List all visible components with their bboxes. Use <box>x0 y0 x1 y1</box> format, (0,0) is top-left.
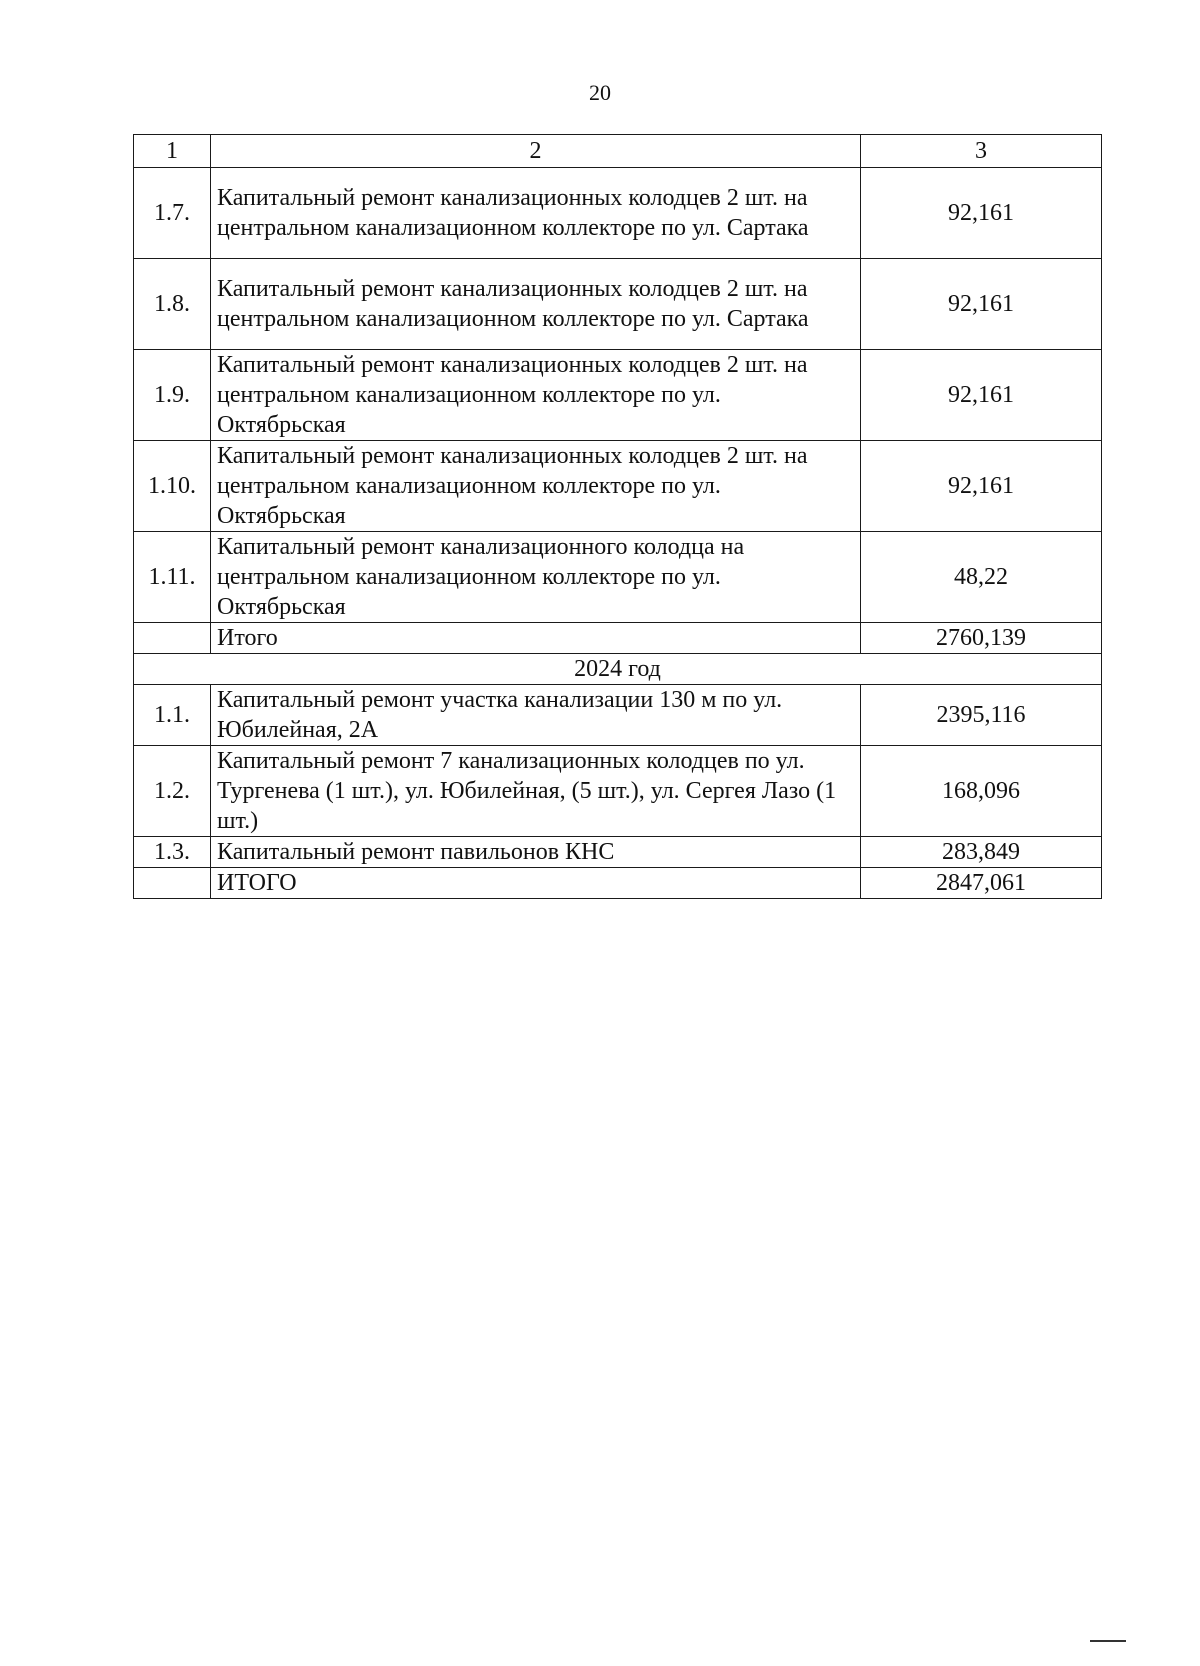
subtotal-label: Итого <box>211 623 861 654</box>
table-row <box>134 168 1102 259</box>
total-value: 2847,061 <box>861 868 1102 899</box>
row-description: Капитальный ремонт павильонов КНС <box>211 837 861 868</box>
row-number: 1.10. <box>134 441 211 532</box>
row-number: 1.8. <box>134 259 211 350</box>
row-description: Капитальный ремонт канализационных колодцев 2 шт. на центральном канализационном коллекторе по ул. Сартака <box>211 168 861 259</box>
table-row <box>134 837 1102 868</box>
year-heading-row <box>134 654 1102 685</box>
row-value: 2395,116 <box>861 685 1102 746</box>
table-header-row <box>134 135 1102 168</box>
row-description: Капитальный ремонт 7 канализационных колодцев по ул. Тургенева (1 шт.), ул. Юбилейная, (5 шт.), ул. Сергея Лазо (1 шт.) <box>211 746 861 837</box>
row-number: 1.3. <box>134 837 211 868</box>
subtotal-row <box>134 623 1102 654</box>
row-value: 92,161 <box>861 168 1102 259</box>
subtotal-value: 2760,139 <box>861 623 1102 654</box>
total-label: ИТОГО <box>211 868 861 899</box>
row-value: 92,161 <box>861 350 1102 441</box>
table-row <box>134 441 1102 532</box>
header-cell-3: 3 <box>861 135 1102 168</box>
row-value: 48,22 <box>861 532 1102 623</box>
page-number: 20 <box>589 80 611 105</box>
total-row <box>134 868 1102 899</box>
subtotal-empty-cell <box>134 623 211 654</box>
table-row <box>134 532 1102 623</box>
row-number: 1.1. <box>134 685 211 746</box>
row-description: Капитальный ремонт канализационных колодцев 2 шт. на центральном канализационном коллекторе по ул. Сартака <box>211 259 861 350</box>
table-row <box>134 685 1102 746</box>
total-empty-cell <box>134 868 211 899</box>
row-description: Капитальный ремонт канализационного колодца на центральном канализационном коллекторе по ул. Октябрьская <box>211 532 861 623</box>
year-heading: 2024 год <box>134 654 1102 685</box>
table-row <box>134 746 1102 837</box>
row-number: 1.9. <box>134 350 211 441</box>
table-row <box>134 259 1102 350</box>
row-description: Капитальный ремонт канализационных колодцев 2 шт. на центральном канализационном коллекторе по ул. Октябрьская <box>211 350 861 441</box>
row-value: 92,161 <box>861 441 1102 532</box>
row-value: 283,849 <box>861 837 1102 868</box>
table-row <box>134 350 1102 441</box>
row-value: 92,161 <box>861 259 1102 350</box>
works-table <box>133 134 1102 899</box>
header-cell-2: 2 <box>211 135 861 168</box>
header-cell-1: 1 <box>134 135 211 168</box>
row-value: 168,096 <box>861 746 1102 837</box>
row-number: 1.7. <box>134 168 211 259</box>
row-description: Капитальный ремонт участка канализации 130 м по ул. Юбилейная, 2А <box>211 685 861 746</box>
row-description: Капитальный ремонт канализационных колодцев 2 шт. на центральном канализационном коллекторе по ул. Октябрьская <box>211 441 861 532</box>
row-number: 1.11. <box>134 532 211 623</box>
footer-mark <box>1090 1640 1126 1642</box>
row-number: 1.2. <box>134 746 211 837</box>
